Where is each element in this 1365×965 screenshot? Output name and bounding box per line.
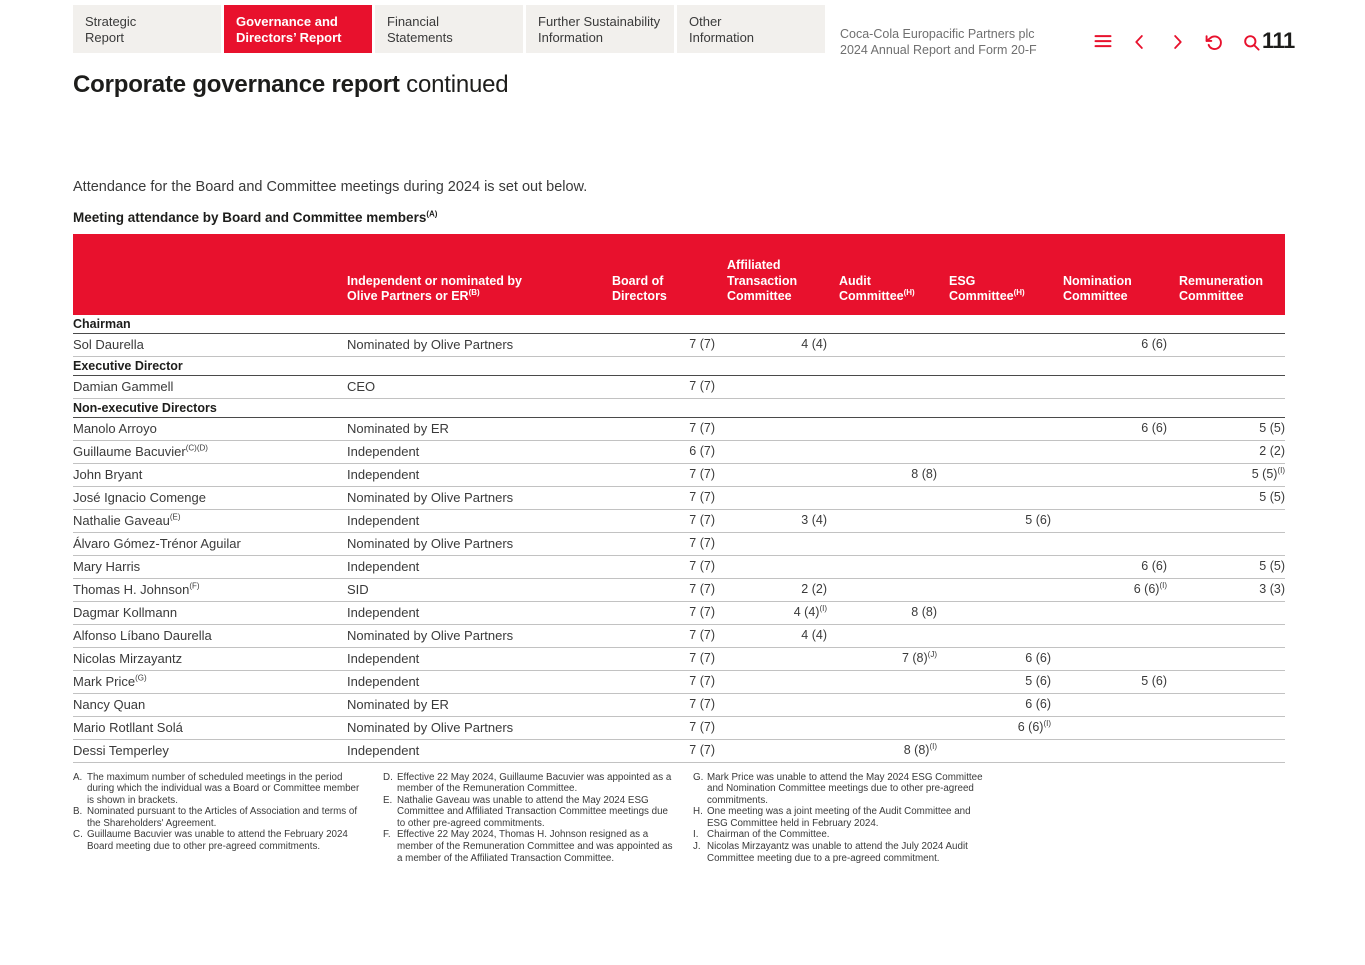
- attendance-value: 5 (5): [1259, 559, 1285, 573]
- table-row: [73, 376, 1285, 399]
- attendance-value: [715, 533, 827, 555]
- footnote-label: I.: [693, 829, 699, 841]
- attendance-value: [827, 694, 937, 716]
- attendance-value: [937, 533, 1051, 555]
- footnote-text: Effective 22 May 2024, Thomas H. Johnson resigned as a member of the Remuneration Committee and was appointed as a member of the Affiliated Transaction Committee.: [397, 829, 673, 864]
- attendance-value: [715, 376, 827, 398]
- member-status: Nominated by Olive Partners: [347, 628, 514, 643]
- undo-icon[interactable]: [1203, 31, 1225, 53]
- member-name: Dagmar Kollmann: [73, 605, 178, 620]
- member-name: Álvaro Gómez-Trénor Aguilar: [73, 536, 241, 551]
- attendance-value: 2 (2): [1259, 444, 1285, 458]
- member-status: Nominated by Olive Partners: [347, 337, 514, 352]
- member-name: Nicolas Mirzayantz: [73, 651, 183, 666]
- member-status: Nominated by ER: [347, 421, 449, 436]
- brand-line-2: 2024 Annual Report and Form 20-F: [840, 43, 1037, 57]
- tab-label-line: Report: [85, 29, 125, 45]
- attendance-value: 5 (6): [1025, 674, 1051, 688]
- member-name: Nancy Quan: [73, 697, 146, 712]
- column-header-line: Committee: [727, 289, 792, 303]
- footnote-text: One meeting was a joint meeting of the Audit Committee and ESG Committee held in February 2024.: [707, 806, 971, 829]
- attendance-value: [715, 556, 827, 578]
- attendance-value: [1051, 694, 1167, 716]
- attendance-value: 7 (7): [689, 513, 715, 527]
- attendance-value: 7 (7): [689, 421, 715, 435]
- attendance-value: [1167, 533, 1285, 555]
- member-name: Nathalie Gaveau$^{(E)}$: [73, 512, 181, 528]
- attendance-value: 5 $(5)^{(I)}$: [1251, 465, 1285, 481]
- member-name: Mary Harris: [73, 559, 141, 574]
- column-header-line: Directors: [612, 289, 667, 303]
- attendance-value: [937, 740, 1051, 762]
- footnote-label: G.: [693, 771, 704, 783]
- attendance-value: [827, 533, 937, 555]
- column-header-line: Remuneration: [1179, 273, 1264, 288]
- tab-other-information[interactable]: [677, 5, 825, 53]
- attendance-value: [1051, 740, 1167, 762]
- footnote: [73, 829, 365, 852]
- attendance-value: [937, 579, 1051, 601]
- table-row: [73, 441, 1285, 464]
- attendance-value: 6 (6): [1025, 651, 1051, 665]
- attendance-value: [715, 441, 827, 463]
- attendance-value: 6 (6): [1141, 337, 1167, 351]
- attendance-table: [73, 234, 1285, 763]
- attendance-value: [715, 648, 827, 670]
- footnote-text: Nicolas Mirzayantz was unable to attend the July 2024 Audit Committee meeting due to a pre-agreed commitment.: [707, 841, 968, 864]
- attendance-value: 6 $(6)^{(I)}$: [1017, 718, 1051, 734]
- footnote-text: Mark Price was unable to attend the May 2024 ESG Committee and Nomination Committee meetings due to other pre-agreed commitments.: [707, 771, 983, 806]
- footnote: [383, 795, 675, 830]
- attendance-value: [715, 418, 827, 440]
- page-number: 111: [1262, 28, 1295, 53]
- toolbar: [1092, 31, 1262, 53]
- tab-label-line: Further Sustainability: [538, 14, 661, 29]
- table-title: [73, 210, 1291, 225]
- column-header: [612, 274, 715, 305]
- member-name: Dessi Temperley: [73, 743, 169, 758]
- attendance-value: [715, 740, 827, 762]
- attendance-value: [827, 556, 937, 578]
- tab-label-line: Directors’ Report: [236, 29, 342, 45]
- member-status: Nominated by Olive Partners: [347, 536, 514, 551]
- attendance-value: 7 (7): [689, 697, 715, 711]
- footnote-text: Effective 22 May 2024, Guillaume Bacuvier was appointed as a member of the Remuneration Committee.: [397, 771, 672, 795]
- footnote: [693, 772, 985, 807]
- footnote-label: B.: [73, 806, 83, 818]
- tab-financial-statements[interactable]: [375, 5, 523, 53]
- footnote: [383, 829, 675, 864]
- member-name: Thomas H. Johnson$^{(F)}$: [73, 581, 200, 597]
- attendance-value: 2 (2): [801, 582, 827, 596]
- table-title-footnote-ref: (A): [426, 209, 438, 219]
- attendance-value: [1051, 510, 1167, 532]
- attendance-value: 5 (6): [1141, 674, 1167, 688]
- column-header-line: Committee: [1063, 289, 1128, 303]
- attendance-value: 7 $(8)^{(J)}$: [901, 649, 937, 665]
- page-title-continued: continued: [399, 71, 509, 98]
- member-name: Manolo Arroyo: [73, 421, 157, 436]
- footnote: [693, 806, 985, 829]
- section-header: Non-executive Directors: [73, 399, 1285, 418]
- member-name: John Bryant: [73, 467, 143, 482]
- attendance-value: [715, 717, 827, 739]
- attendance-value: [1051, 717, 1167, 739]
- column-header: [715, 258, 827, 305]
- footnote-label: C.: [73, 829, 83, 841]
- attendance-value: 7 (7): [689, 743, 715, 757]
- attendance-value: 6 (6): [1141, 559, 1167, 573]
- table-header-row: [73, 234, 1285, 315]
- search-icon[interactable]: [1240, 31, 1262, 53]
- footnote-text: Guillaume Bacuvier was unable to attend the February 2024 Board meeting due to other pre-agreed commitments.: [87, 829, 348, 853]
- table-row: [73, 533, 1285, 556]
- tab-label-line: Governance and: [236, 14, 338, 29]
- column-header-line: ESG: [949, 273, 976, 288]
- attendance-value: 7 (7): [689, 651, 715, 665]
- member-status: CEO: [347, 379, 376, 394]
- footnote-label: H.: [693, 806, 703, 818]
- column-header-line: Board of: [612, 273, 664, 288]
- attendance-value: [827, 510, 937, 532]
- attendance-value: [1051, 376, 1167, 398]
- attendance-value: 6 $(6)^{(I)}$: [1133, 580, 1167, 596]
- table-row: [73, 694, 1285, 717]
- table-row: [73, 556, 1285, 579]
- table-row: [73, 602, 1285, 625]
- member-name: Mark Price$^{(G)}$: [73, 673, 147, 689]
- attendance-value: [937, 602, 1051, 624]
- member-name: Mario Rotllant Solá: [73, 720, 183, 735]
- table-row: [73, 334, 1285, 357]
- member-name: Damian Gammell: [73, 379, 174, 394]
- attendance-value: 7 (7): [689, 337, 715, 351]
- attendance-value: [1167, 334, 1285, 356]
- attendance-value: [1167, 602, 1285, 624]
- member-status: Independent: [347, 444, 420, 459]
- attendance-value: 3 (4): [801, 513, 827, 527]
- attendance-value: [827, 625, 937, 647]
- attendance-value: [827, 441, 937, 463]
- footnote-text: Nominated pursuant to the Articles of Association and terms of the Shareholders' Agreement.: [87, 806, 358, 829]
- table-title-text: Meeting attendance by Board and Committee members: [73, 210, 427, 225]
- tab-further-sustainability-information[interactable]: [526, 5, 674, 53]
- attendance-value: 7 (7): [689, 467, 715, 481]
- column-header: [1167, 274, 1285, 305]
- tab-label-line: Information: [538, 29, 604, 45]
- attendance-value: [827, 717, 937, 739]
- member-name: José Ignacio Comenge: [73, 490, 206, 505]
- table-row: [73, 418, 1285, 441]
- table-row: [73, 464, 1285, 487]
- footnote-column: [73, 772, 365, 853]
- tab-label-line: Other: [689, 14, 722, 29]
- column-header: [347, 274, 612, 305]
- footnote-label: F.: [383, 829, 391, 841]
- footnote-text: The maximum number of scheduled meetings in the period during which the individual was a Board or Committee member is shown in brackets.: [87, 771, 360, 806]
- member-status: Nominated by Olive Partners: [347, 490, 514, 505]
- attendance-value: [827, 334, 937, 356]
- attendance-value: [1051, 648, 1167, 670]
- footnote: [73, 772, 365, 807]
- attendance-value: 7 (7): [689, 605, 715, 619]
- attendance-value: 5 (6): [1025, 513, 1051, 527]
- attendance-value: [1167, 717, 1285, 739]
- attendance-value: [1167, 671, 1285, 693]
- attendance-value: [1051, 487, 1167, 509]
- attendance-value: 6 (6): [1025, 697, 1051, 711]
- attendance-value: 5 (5): [1259, 421, 1285, 435]
- member-status: Independent: [347, 743, 420, 758]
- attendance-value: 7 (7): [689, 674, 715, 688]
- column-header-line: Affiliated: [727, 258, 781, 272]
- attendance-value: 4 (4): [801, 628, 827, 642]
- footnote-label: A.: [73, 771, 83, 783]
- column-header-line: Olive Partners or $ER^{(B)}$: [347, 287, 480, 303]
- chevron-right-icon[interactable]: [1166, 31, 1188, 53]
- attendance-value: [1167, 376, 1285, 398]
- page-title: [73, 71, 1291, 99]
- attendance-value: [1167, 648, 1285, 670]
- attendance-value: 8 (8): [911, 467, 937, 481]
- tab-governance-directors-report[interactable]: [224, 5, 372, 53]
- footnote: [693, 829, 985, 841]
- attendance-value: [1167, 625, 1285, 647]
- attendance-value: 7 (7): [689, 720, 715, 734]
- attendance-value: [827, 671, 937, 693]
- tab-strategic-report[interactable]: [73, 5, 221, 53]
- brand-text: [840, 26, 1068, 58]
- member-status: Independent: [347, 605, 420, 620]
- attendance-value: 4 $(4)^{(I)}$: [793, 603, 827, 619]
- member-name: Guillaume Bacuvier$^{(C)(D)}$: [73, 443, 208, 459]
- member-name: Sol Daurella: [73, 337, 144, 352]
- section-header: Executive Director: [73, 357, 1285, 376]
- table-row: [73, 671, 1285, 694]
- table-row: [73, 487, 1285, 510]
- table-row: [73, 625, 1285, 648]
- attendance-value: [937, 464, 1051, 486]
- attendance-value: 7 (7): [689, 559, 715, 573]
- column-header-line: Nomination: [1063, 273, 1132, 288]
- footnote: [383, 772, 675, 795]
- attendance-value: 4 (4): [801, 337, 827, 351]
- attendance-value: [1167, 510, 1285, 532]
- attendance-value: [1167, 694, 1285, 716]
- attendance-value: [827, 418, 937, 440]
- member-status: Independent: [347, 674, 420, 689]
- footnote-text: Nathalie Gaveau was unable to attend the May 2024 ESG Committee and Affiliated Transaction Committee meetings due to other pre-agreed commitments.: [397, 794, 669, 829]
- attendance-value: 7 (7): [689, 490, 715, 504]
- chevron-left-icon[interactable]: [1129, 31, 1151, 53]
- attendance-value: [937, 376, 1051, 398]
- column-header-line: Committee$^{(H)}$: [839, 287, 915, 303]
- top-navigation: [73, 5, 1295, 58]
- footnotes: [73, 772, 1291, 865]
- attendance-value: [937, 418, 1051, 440]
- attendance-value: 7 (7): [689, 379, 715, 393]
- tab-label-line: Information: [689, 29, 755, 45]
- attendance-value: [937, 487, 1051, 509]
- member-name: Alfonso Líbano Daurella: [73, 628, 212, 643]
- attendance-value: [937, 334, 1051, 356]
- section-header: Chairman: [73, 315, 1285, 334]
- member-status: Independent: [347, 467, 420, 482]
- attendance-value: 5 (5): [1259, 490, 1285, 504]
- footnote-label: J.: [693, 841, 701, 853]
- attendance-value: 7 (7): [689, 536, 715, 550]
- attendance-value: [937, 625, 1051, 647]
- attendance-value: 6 (6): [1141, 421, 1167, 435]
- column-header: [1051, 274, 1167, 305]
- attendance-value: 8 (8): [911, 605, 937, 619]
- attendance-value: 3 (3): [1259, 582, 1285, 596]
- attendance-value: [827, 376, 937, 398]
- report-tabs: [73, 5, 825, 53]
- footnote-column: [693, 772, 985, 865]
- attendance-value: [1167, 740, 1285, 762]
- menu-icon[interactable]: [1092, 31, 1114, 53]
- table-row: [73, 740, 1285, 763]
- footnote: [693, 841, 985, 864]
- member-status: Nominated by Olive Partners: [347, 720, 514, 735]
- footnote-text: Chairman of the Committee.: [707, 829, 830, 841]
- member-status: SID: [347, 582, 369, 597]
- attendance-value: [1051, 464, 1167, 486]
- attendance-value: 8 $(8)^{(I)}$: [903, 741, 937, 757]
- column-header-line: Committee$^{(H)}$: [949, 287, 1025, 303]
- column-header-line: Committee: [1179, 289, 1244, 303]
- attendance-value: [715, 464, 827, 486]
- tab-label-line: Statements: [387, 29, 453, 45]
- attendance-value: [827, 579, 937, 601]
- table-row: [73, 717, 1285, 740]
- attendance-value: [1051, 533, 1167, 555]
- member-status: Independent: [347, 513, 420, 528]
- attendance-value: [715, 694, 827, 716]
- footnote-label: D.: [383, 771, 393, 783]
- table-row: [73, 579, 1285, 602]
- member-status: Nominated by ER: [347, 697, 449, 712]
- column-header: [827, 274, 937, 305]
- brand-line-1: Coca-Cola Europacific Partners plc: [840, 27, 1035, 41]
- attendance-value: 7 (7): [689, 582, 715, 596]
- column-header-line: Independent or nominated by: [347, 273, 523, 288]
- attendance-value: [715, 487, 827, 509]
- tab-label-line: Financial: [387, 14, 440, 29]
- column-header: [937, 274, 1051, 305]
- attendance-value: [715, 671, 827, 693]
- footnote-column: [383, 772, 675, 865]
- attendance-value: 6 (7): [689, 444, 715, 458]
- column-header-line: Transaction: [727, 273, 798, 288]
- table-row: [73, 510, 1285, 533]
- page-title-bold: Corporate governance report: [73, 71, 400, 98]
- attendance-value: [937, 556, 1051, 578]
- attendance-value: [1051, 602, 1167, 624]
- table-row: [73, 648, 1285, 671]
- attendance-value: 7 (7): [689, 628, 715, 642]
- attendance-value: [937, 441, 1051, 463]
- attendance-value: [827, 487, 937, 509]
- tab-label-line: Strategic: [85, 14, 137, 29]
- column-header-line: Audit: [839, 273, 871, 288]
- member-status: Independent: [347, 651, 420, 666]
- attendance-value: [1051, 625, 1167, 647]
- intro-text: Attendance for the Board and Committee meetings during 2024 is set out below.: [73, 179, 588, 195]
- member-status: Independent: [347, 559, 420, 574]
- footnote: [73, 806, 365, 829]
- attendance-value: [1051, 441, 1167, 463]
- footnote-label: E.: [383, 794, 393, 806]
